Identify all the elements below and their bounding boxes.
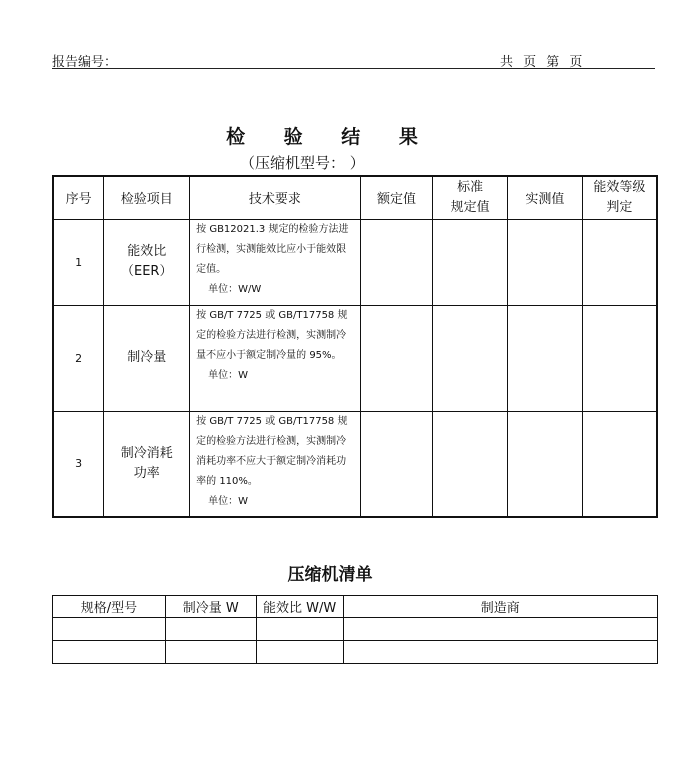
requirement-unit: 单位：W/W	[208, 283, 262, 295]
row-seq: 1	[53, 219, 104, 305]
cell-grade[interactable]	[582, 411, 657, 517]
header-divider	[52, 68, 655, 69]
cell-cooling-capacity[interactable]	[165, 618, 256, 641]
row-requirement	[190, 305, 360, 411]
cell-standard[interactable]	[433, 411, 508, 517]
cell-standard[interactable]	[433, 219, 508, 305]
col-header-item: 检验项目	[104, 176, 190, 219]
cell-eer[interactable]	[256, 641, 343, 664]
table-row	[53, 411, 657, 517]
requirement-unit: 单位：W	[208, 369, 249, 381]
row-seq: 2	[53, 305, 104, 411]
report-number-label: 报告编号：	[52, 55, 118, 70]
requirement-text: 按 GB/T 7725 或 GB/T17758 规定的检验方法进行检测，实测制冷消耗功率不应大于额定制冷消耗功率的 110%。	[196, 415, 348, 487]
compressor-header-row	[53, 596, 658, 618]
compressor-model-subtitle: （压缩机型号： ）	[240, 154, 365, 172]
compressor-list-title: 压缩机清单	[287, 565, 373, 585]
cell-cooling-capacity[interactable]	[165, 641, 256, 664]
col-header-grade: 能效等级 判定	[582, 176, 657, 219]
row-item-line1: 能效比	[127, 244, 167, 259]
row-seq: 3	[53, 411, 104, 517]
cell-measured[interactable]	[508, 219, 583, 305]
table-row	[53, 219, 657, 305]
col-header-rated: 额定值	[360, 176, 433, 219]
row-item	[104, 411, 190, 517]
row-requirement	[190, 219, 360, 305]
cell-measured[interactable]	[508, 411, 583, 517]
cell-rated[interactable]	[360, 305, 433, 411]
row-item-line2: 功率	[133, 465, 160, 481]
col-header-eer: 能效比 W/W	[256, 596, 343, 618]
col-header-cooling-capacity: 制冷量 W	[165, 596, 256, 618]
cell-grade[interactable]	[582, 219, 657, 305]
col-header-manufacturer: 制造商	[343, 596, 657, 618]
cell-measured[interactable]	[508, 305, 583, 411]
col-header-measured: 实测值	[508, 176, 583, 219]
row-item	[104, 305, 190, 411]
row-item-line2: （EER）	[120, 264, 173, 279]
requirement-text: 按 GB12021.3 规定的检验方法进行检测，实测能效比应小于能效限定值。	[196, 223, 349, 275]
cell-manufacturer[interactable]	[343, 618, 657, 641]
results-header-row	[53, 176, 657, 219]
cell-eer[interactable]	[256, 618, 343, 641]
cell-model[interactable]	[53, 618, 166, 641]
results-table	[52, 175, 658, 518]
row-item	[104, 219, 190, 305]
requirement-text: 按 GB/T 7725 或 GB/T17758 规定的检验方法进行检测，实测制冷量不应小于额定制冷量的 95%。	[196, 309, 348, 361]
table-row	[53, 305, 657, 411]
cell-grade[interactable]	[582, 305, 657, 411]
col-header-model: 规格/型号	[53, 596, 166, 618]
cell-standard[interactable]	[433, 305, 508, 411]
row-item-line1: 制冷量	[127, 350, 167, 365]
page-info: 共 页 第 页	[500, 55, 583, 70]
results-title: 检 验 结 果	[226, 126, 434, 148]
col-header-seq: 序号	[53, 176, 104, 219]
cell-rated[interactable]	[360, 219, 433, 305]
table-row	[53, 641, 658, 664]
requirement-unit: 单位：W	[208, 495, 249, 507]
cell-rated[interactable]	[360, 411, 433, 517]
row-item-line1: 制冷消耗	[120, 445, 173, 461]
compressor-list-table	[52, 595, 658, 664]
table-row	[53, 618, 658, 641]
col-header-standard: 标准 规定值	[433, 176, 508, 219]
cell-model[interactable]	[53, 641, 166, 664]
col-header-requirement: 技术要求	[190, 176, 360, 219]
cell-manufacturer[interactable]	[343, 641, 657, 664]
row-requirement	[190, 411, 360, 517]
